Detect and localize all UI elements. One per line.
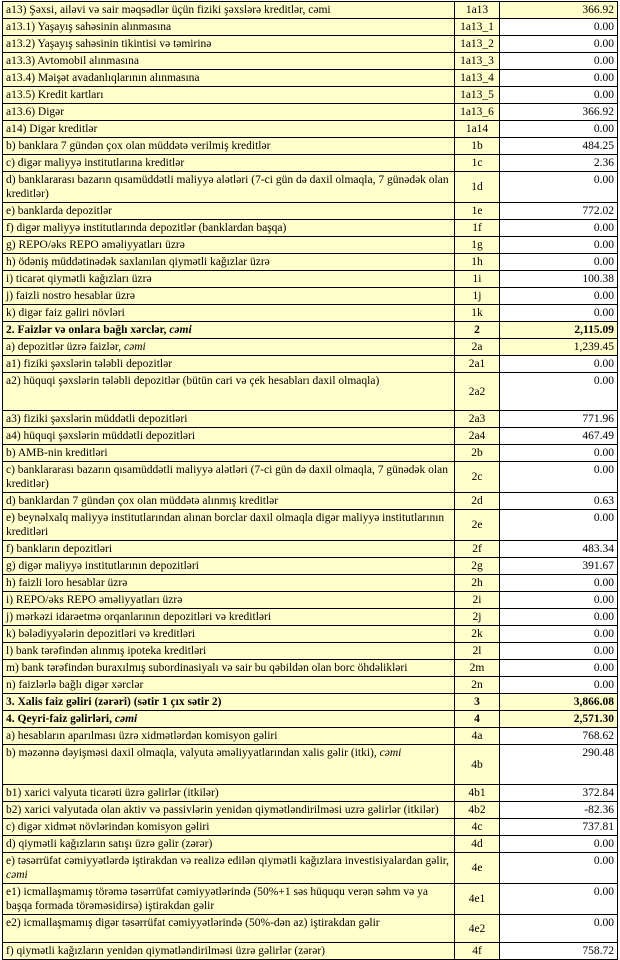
table-row (3, 592, 618, 609)
row-label: a3) fiziki şəxslərin müddətli depozitləri (3, 411, 455, 428)
row-value: 0.00 (500, 592, 618, 609)
row-code: 2a4 (455, 428, 500, 445)
row-value: 484.25 (500, 138, 618, 155)
table-row (3, 541, 618, 558)
row-code: 4d (455, 836, 500, 853)
row-label: a13.1) Yaşayış sahəsinin alınmasına (3, 19, 455, 36)
row-label: i) ticarət qiymətli kağızları üzrə (3, 271, 455, 288)
table-row (3, 2, 618, 19)
table-row (3, 694, 618, 711)
row-label: d) qiymətli kağızların satışı üzrə gəlir (zərər) (3, 836, 455, 853)
row-label: a14) Digər kreditlər (3, 121, 455, 138)
row-label: j) faizli nostro hesablar üzrə (3, 288, 455, 305)
row-code: 1c (455, 155, 500, 172)
row-value: 0.00 (500, 510, 618, 541)
row-value: 290.48 (500, 745, 618, 785)
row-code: 2g (455, 558, 500, 575)
row-value: 0.00 (500, 172, 618, 203)
row-value: 0.00 (500, 609, 618, 626)
row-label: c) digər xidmət növlərindən komisyon gəliri (3, 819, 455, 836)
table-row (3, 660, 618, 677)
row-label: f) bankların depozitləri (3, 541, 455, 558)
row-value: 366.92 (500, 104, 618, 121)
row-code: 2e (455, 510, 500, 541)
row-label: n) faizlərlə bağlı digər xərclər (3, 677, 455, 694)
row-code: 4e (455, 853, 500, 884)
row-label: c) digər maliyyə institutlarına kreditlər (3, 155, 455, 172)
row-label: a4) hüquqi şəxslərin müddətli depozitləri (3, 428, 455, 445)
table-row (3, 271, 618, 288)
table-row (3, 19, 618, 36)
table-row (3, 428, 618, 445)
row-label: a13.5) Kredit kartları (3, 87, 455, 104)
row-code: 2m (455, 660, 500, 677)
row-value: 3,866.08 (500, 694, 618, 711)
row-value: 0.00 (500, 575, 618, 592)
row-label: a13.2) Yaşayış sahəsinin tikintisi və təmirinə (3, 36, 455, 53)
row-code: 2j (455, 609, 500, 626)
row-code: 1a13_4 (455, 70, 500, 87)
table-row (3, 288, 618, 305)
row-code: 1a13_5 (455, 87, 500, 104)
row-value: 758.72 (500, 943, 618, 960)
row-value: 0.00 (500, 70, 618, 87)
row-label-italic-suffix: cəmi (114, 713, 138, 725)
row-code: 1b (455, 138, 500, 155)
row-label: a13) Şəxsi, ailəvi və sair məqsədlər üçün fiziki şəxslərə kreditlər, cəmi (3, 2, 455, 19)
row-code: 2a2 (455, 373, 500, 411)
row-code: 1k (455, 305, 500, 322)
table-row (3, 915, 618, 943)
table-row (3, 626, 618, 643)
row-value: 0.00 (500, 660, 618, 677)
row-code: 2n (455, 677, 500, 694)
table-row (3, 711, 618, 728)
row-value: 0.00 (500, 19, 618, 36)
row-value: 2.36 (500, 155, 618, 172)
row-value: 0.00 (500, 87, 618, 104)
row-code: 4f (455, 943, 500, 960)
table-row (3, 836, 618, 853)
row-value: 0.00 (500, 220, 618, 237)
table-row (3, 853, 618, 884)
row-code: 4b1 (455, 785, 500, 802)
row-value: 0.00 (500, 884, 618, 915)
row-label: e) təsərrüfat cəmiyyətlərdə iştirakdan və realizə edilən qiymətli kağızlara investisiyalardan gəlir, cəmi (3, 853, 455, 884)
table-row (3, 121, 618, 138)
row-value: 0.00 (500, 643, 618, 660)
row-code: 2a1 (455, 356, 500, 373)
table-row (3, 237, 618, 254)
table-row (3, 411, 618, 428)
income-expense-table (2, 1, 618, 960)
row-code: 4e1 (455, 884, 500, 915)
table-row (3, 493, 618, 510)
table-row (3, 356, 618, 373)
table-row (3, 53, 618, 70)
row-label-italic-suffix: cəmi (123, 341, 146, 353)
row-code: 4e2 (455, 915, 500, 943)
table-row (3, 87, 618, 104)
row-code: 2a (455, 339, 500, 356)
table-row (3, 884, 618, 915)
row-value: 0.00 (500, 305, 618, 322)
row-value: 0.63 (500, 493, 618, 510)
row-code: 2h (455, 575, 500, 592)
row-label: a) depozitlər üzrə faizlər, cəmi (3, 339, 455, 356)
row-value: 0.00 (500, 121, 618, 138)
row-label: m) bank tərəfindən buraxılmış subordinasiyalı və sair bu qəbildən olan borc öhdəlikləri (3, 660, 455, 677)
row-value: 772.02 (500, 203, 618, 220)
row-value: -82.36 (500, 802, 618, 819)
row-code: 1j (455, 288, 500, 305)
row-label: g) REPO/əks REPO əməliyyatları üzrə (3, 237, 455, 254)
row-label: i) REPO/əks REPO əməliyyatları üzrə (3, 592, 455, 609)
row-code: 3 (455, 694, 500, 711)
row-value: 0.00 (500, 373, 618, 411)
row-value: 0.00 (500, 356, 618, 373)
row-label: k) bələdiyyələrin depozitləri və kreditləri (3, 626, 455, 643)
row-label: d) banklararası bazarın qısamüddətli maliyyə alətləri (7-ci gün də daxil olmaqla, 7 günədək olan kreditlər) (3, 172, 455, 203)
row-label: 4. Qeyri-faiz gəlirləri, cəmi (3, 711, 455, 728)
row-value: 0.00 (500, 677, 618, 694)
table-row (3, 677, 618, 694)
row-label-italic-suffix: cəmi (169, 324, 192, 336)
row-label: a13.4) Məişət avadanlıqlarının alınmasına (3, 70, 455, 87)
row-value: 0.00 (500, 254, 618, 271)
row-code: 1a13_2 (455, 36, 500, 53)
row-code: 4b2 (455, 802, 500, 819)
row-code: 1h (455, 254, 500, 271)
row-value: 0.00 (500, 836, 618, 853)
table-row (3, 339, 618, 356)
row-label: l) bank tərəfindən alınmış ipoteka kreditləri (3, 643, 455, 660)
table-row (3, 802, 618, 819)
table-row (3, 172, 618, 203)
row-code: 4c (455, 819, 500, 836)
table-row (3, 558, 618, 575)
row-value: 0.00 (500, 445, 618, 462)
row-label: 2. Faizlər və onlara bağlı xərclər, cəmi (3, 322, 455, 339)
row-code: 1f (455, 220, 500, 237)
row-label: b) banklara 7 gündən çox olan müddətə verilmiş kreditlər (3, 138, 455, 155)
row-label-italic-suffix: cəmi (379, 747, 402, 759)
table-row (3, 575, 618, 592)
row-value: 0.00 (500, 853, 618, 884)
table-row (3, 155, 618, 172)
row-value: 737.81 (500, 819, 618, 836)
row-label: h) ödəniş müddətinədək saxlanılan qiymətli kağızlar üzrə (3, 254, 455, 271)
table-row (3, 462, 618, 493)
row-code: 1e (455, 203, 500, 220)
row-code: 2c (455, 462, 500, 493)
table-row (3, 609, 618, 626)
row-code: 4b (455, 745, 500, 785)
row-label: c) banklararası bazarın qısamüddətli maliyyə alətləri (7-ci gün də daxil olmaqla, 7 günədək olan kreditlər) (3, 462, 455, 493)
row-code: 1a13_3 (455, 53, 500, 70)
table-row (3, 745, 618, 785)
row-value: 1,239.45 (500, 339, 618, 356)
table-body (3, 2, 618, 960)
row-label: j) mərkəzi idarəetmə orqanlarının depozitləri və kreditləri (3, 609, 455, 626)
row-value: 0.00 (500, 288, 618, 305)
row-code: 1d (455, 172, 500, 203)
row-label: a2) hüquqi şəxslərin tələbli depozitlər (bütün cari və çek hesabları daxil olmaqla) (3, 373, 455, 411)
row-label: a1) fiziki şəxslərin tələbli depozitlər (3, 356, 455, 373)
row-label: k) digər faiz gəliri növləri (3, 305, 455, 322)
row-code: 2d (455, 493, 500, 510)
row-code: 2a3 (455, 411, 500, 428)
row-code: 1g (455, 237, 500, 254)
table-row (3, 220, 618, 237)
row-label: e2) icmallaşmamış digər təsərrüfat cəmiyyətlərində (50%-dən az) iştirakdan gəlir (3, 915, 455, 943)
row-label: g) digər maliyyə institutlarının depozitləri (3, 558, 455, 575)
row-code: 4 (455, 711, 500, 728)
row-label-italic-suffix: cəmi (6, 869, 28, 881)
row-code: 1a13_1 (455, 19, 500, 36)
row-value: 366.92 (500, 2, 618, 19)
row-code: 2l (455, 643, 500, 660)
table-row (3, 322, 618, 339)
table-row (3, 305, 618, 322)
table-row (3, 819, 618, 836)
row-code: 2k (455, 626, 500, 643)
row-label: a) hesabların aparılması üzrə xidmətlərdən komisyon gəliri (3, 728, 455, 745)
row-label: e) beynəlxalq maliyyə institutlarından alınan borclar daxil olmaqla digər maliyyə institutlarının kreditləri (3, 510, 455, 541)
row-code: 1a13 (455, 2, 500, 19)
row-code: 1a13_6 (455, 104, 500, 121)
row-label: d) banklardan 7 gündən çox olan müddətə alınmış kreditlər (3, 493, 455, 510)
row-value: 0.00 (500, 626, 618, 643)
row-value: 771.96 (500, 411, 618, 428)
table-row (3, 445, 618, 462)
row-code: 2i (455, 592, 500, 609)
table-row (3, 785, 618, 802)
row-value: 768.62 (500, 728, 618, 745)
row-code: 2f (455, 541, 500, 558)
table-row (3, 373, 618, 411)
row-code: 2 (455, 322, 500, 339)
row-value: 0.00 (500, 36, 618, 53)
row-code: 2b (455, 445, 500, 462)
row-value: 0.00 (500, 237, 618, 254)
row-value: 0.00 (500, 915, 618, 943)
table-row (3, 728, 618, 745)
row-label: b1) xarici valyuta ticarəti üzrə gəlirlər (itkilər) (3, 785, 455, 802)
table-row (3, 510, 618, 541)
row-value: 372.84 (500, 785, 618, 802)
row-value: 2,115.09 (500, 322, 618, 339)
row-code: 1i (455, 271, 500, 288)
row-label: 3. Xalis faiz gəliri (zərəri) (sətir 1 çıx sətir 2) (3, 694, 455, 711)
row-value: 467.49 (500, 428, 618, 445)
table-row (3, 203, 618, 220)
row-label: b) AMB-nin kreditləri (3, 445, 455, 462)
row-value: 391.67 (500, 558, 618, 575)
row-label: a13.3) Avtomobil alınmasına (3, 53, 455, 70)
table-row (3, 138, 618, 155)
row-label: a13.6) Digər (3, 104, 455, 121)
row-label: e1) icmallaşmamış törəmə təsərrüfat cəmiyyətlərində (50%+1 səs hüququ verən səhm və ya başqa formada törəməsidirsə) iştirakdan gəlir (3, 884, 455, 915)
row-label: f) digər maliyyə institutlarında depozitlər (banklardan başqa) (3, 220, 455, 237)
row-label: e) banklarda depozitlər (3, 203, 455, 220)
row-label: h) faizli loro hesablar üzrə (3, 575, 455, 592)
table-row (3, 36, 618, 53)
row-value: 0.00 (500, 462, 618, 493)
row-code: 4a (455, 728, 500, 745)
table-row (3, 254, 618, 271)
table-row (3, 104, 618, 121)
row-value: 0.00 (500, 53, 618, 70)
row-code: 1a14 (455, 121, 500, 138)
table-row (3, 70, 618, 87)
row-value: 2,571.30 (500, 711, 618, 728)
table-row (3, 643, 618, 660)
row-value: 483.34 (500, 541, 618, 558)
row-label: f) qiymətli kağızların yenidən qiymətləndirilməsi üzrə gəlirlər (zərər) (3, 943, 455, 960)
row-label: b2) xarici valyutada olan aktiv və passivlərin yenidən qiymətləndirilməsi uzrə gəlirlər (itkilər) (3, 802, 455, 819)
row-value: 100.38 (500, 271, 618, 288)
table-row (3, 943, 618, 960)
row-label: b) məzənnə dəyişməsi daxil olmaqla, valyuta əməliyyatlarından xalis gəlir (itki), cəmi (3, 745, 455, 785)
